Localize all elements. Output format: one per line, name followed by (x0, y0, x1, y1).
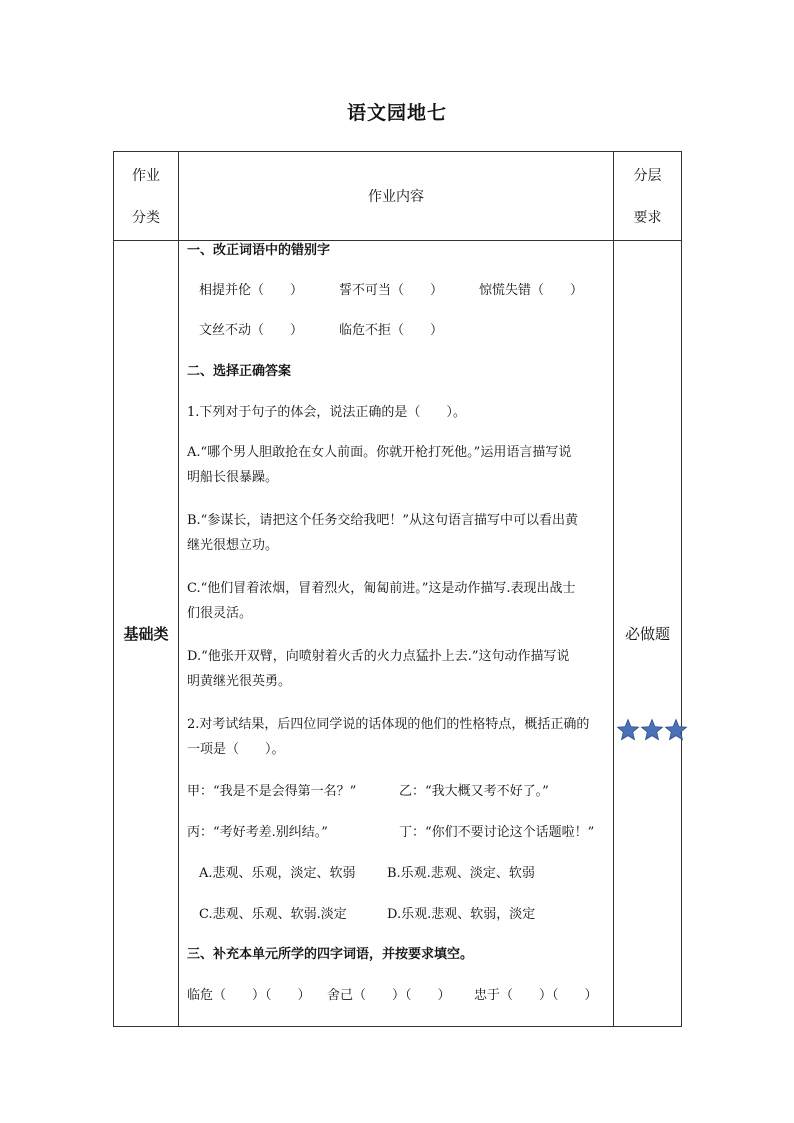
homework-table (113, 151, 682, 1027)
word-item: 舍己（ ）（ ） (327, 988, 451, 1003)
student-quote: 丁：“你们不要讨论这个话题啦！” (399, 825, 595, 840)
header-req-line1: 分层 (633, 168, 662, 184)
word-item: 临危（ ）（ ） (187, 988, 311, 1003)
question-text: 1.下列对于句子的体会，说法正确的是（ ）。 (187, 405, 466, 420)
header-content: 作业内容 (368, 189, 424, 205)
star-icon (640, 718, 664, 742)
section1-title: 一、改正词语中的错别字 (187, 243, 331, 258)
option-text: C.悲观、乐观、软弱.淡定 (199, 907, 347, 922)
header-requirement-cell (614, 152, 682, 241)
requirement-cell (614, 241, 682, 1027)
option-text: B.“参谋长，请把这个任务交给我吧！”从这句语言描写中可以看出黄 (187, 513, 578, 528)
option-text: 继光很想立功。 (187, 538, 279, 553)
student-quote: 乙：“我大概又考不好了。” (399, 784, 549, 799)
option-text: D.“他张开双臂，向喷射着火舌的火力点猛扑上去.”这句动作描写说 (187, 649, 570, 664)
word-item: 相提并伦（ ） (199, 283, 304, 298)
difficulty-stars (616, 718, 688, 742)
table-row (114, 241, 682, 1027)
category-label: 基础类 (123, 625, 169, 643)
star-icon (616, 718, 640, 742)
student-quote: 丙：“考好考差.别纠结。” (187, 825, 328, 840)
option-text: 们很灵活。 (187, 606, 253, 621)
option-text: A.悲观、乐观，淡定、软弱 (199, 866, 356, 881)
header-category-line2: 分类 (132, 210, 160, 226)
student-quote: 甲：“我是不是会得第一名？” (187, 784, 357, 799)
option-text: C.“他们冒着浓烟，冒着烈火，匍匐前进。”这是动作描写.表现出战士 (187, 581, 576, 596)
table-header-row (114, 152, 682, 241)
question-text: 一项是（ ）。 (187, 742, 285, 757)
content-cell (179, 241, 614, 1027)
question-text: 2.对考试结果，后四位同学说的话体现的他们的性格特点，概括正确的 (187, 717, 590, 732)
option-text: B.乐观.悲观、淡定、软弱 (387, 866, 535, 881)
word-item: 惊慌失错（ ） (479, 283, 584, 298)
page-title: 语文园地七 (346, 102, 447, 124)
header-category-cell (114, 152, 179, 241)
option-text: A.“哪个男人胆敢抢在女人前面。你就开枪打死他。”运用语言描写说 (187, 445, 572, 460)
header-req-line2: 要求 (633, 210, 662, 226)
header-category-line1: 作业 (132, 168, 160, 184)
category-cell (114, 241, 179, 1027)
option-text: 明黄继光很英勇。 (187, 674, 292, 689)
header-content-cell (179, 152, 614, 241)
requirement-label: 必做题 (624, 625, 670, 643)
word-item: 文丝不动（ ） (199, 323, 304, 338)
word-item: 忠于（ ）（ ） (474, 988, 598, 1003)
word-item: 誓不可当（ ） (339, 283, 444, 298)
option-text: 明船长很暴躁。 (187, 470, 279, 485)
star-icon (664, 718, 688, 742)
option-text: D.乐观.悲观、软弱，淡定 (387, 907, 536, 922)
word-item: 临危不拒（ ） (339, 323, 444, 338)
section2-title: 二、选择正确答案 (187, 364, 292, 379)
section3-title: 三、补充本单元所学的四字词语，并按要求填空。 (187, 947, 474, 962)
